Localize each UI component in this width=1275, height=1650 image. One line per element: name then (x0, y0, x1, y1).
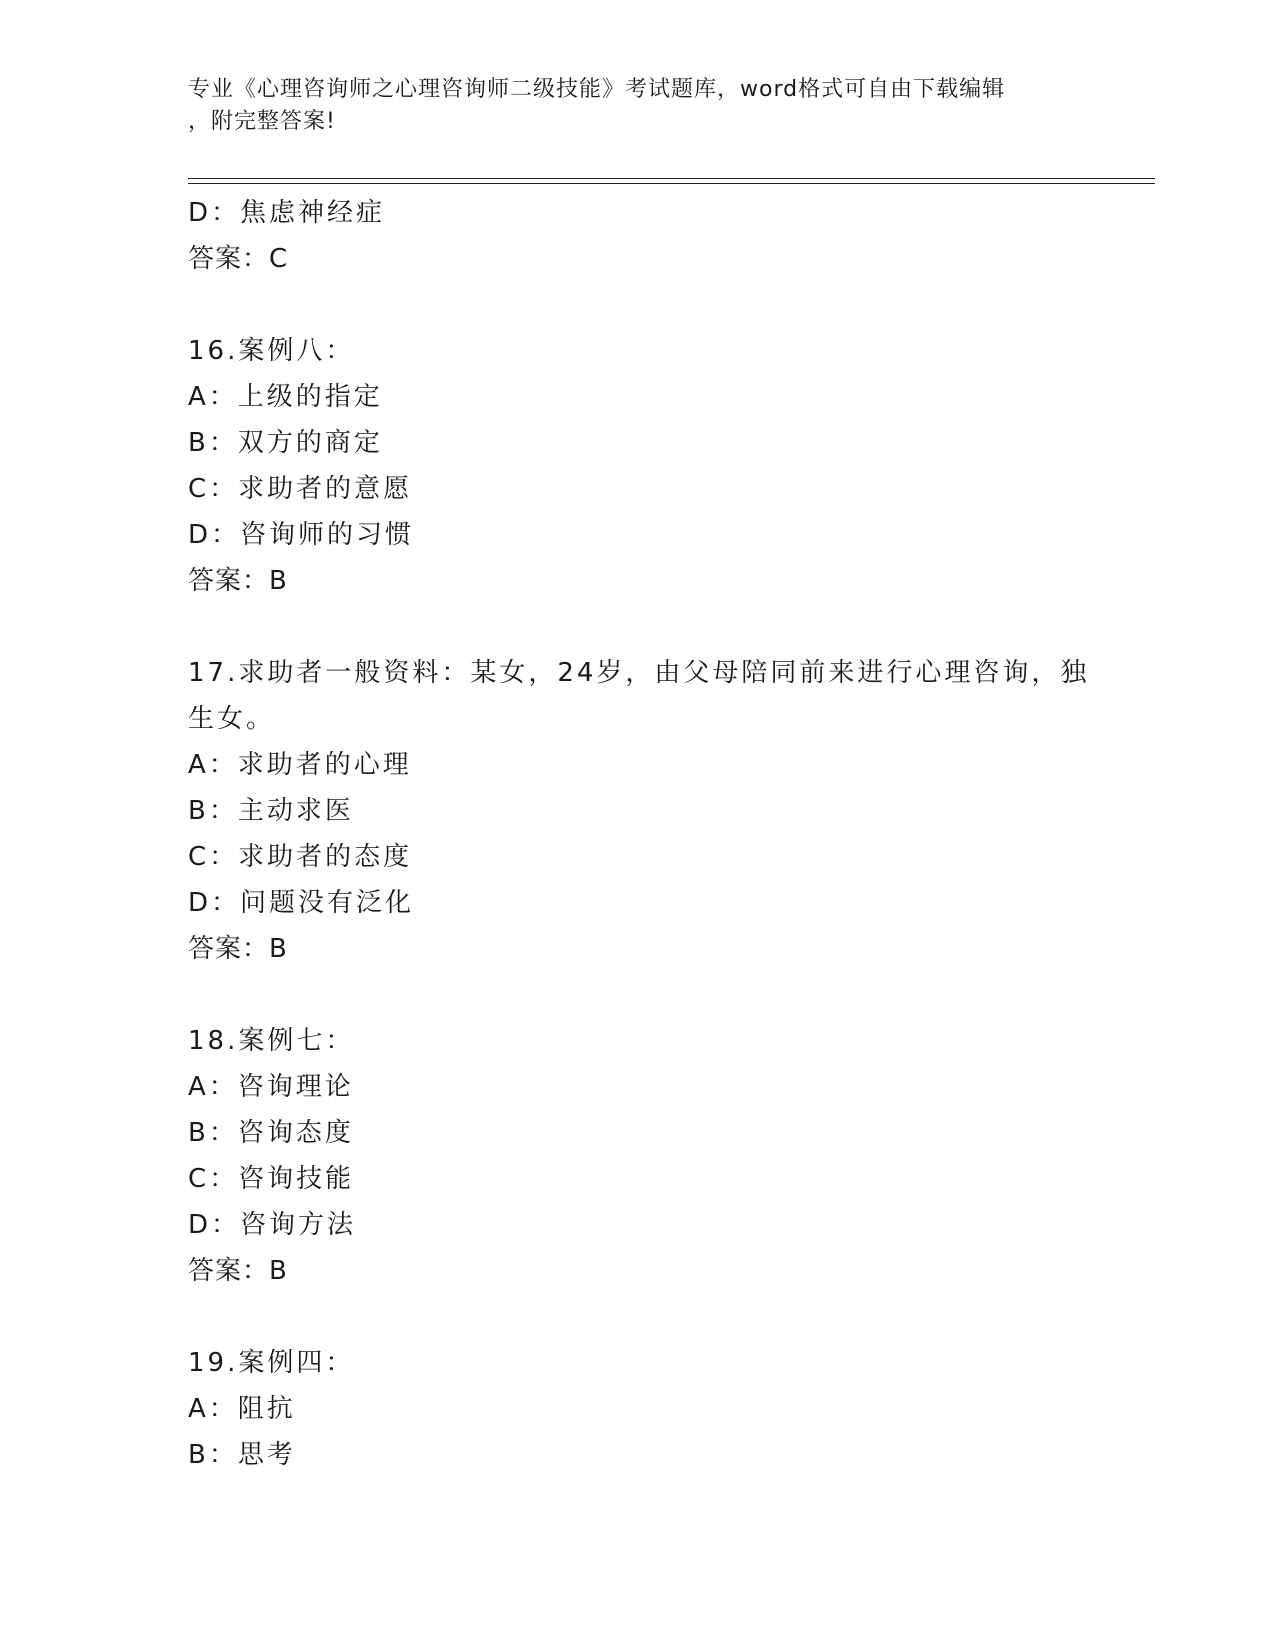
header-divider-top (188, 178, 1155, 179)
question-title-line-2: 生女。 (188, 704, 276, 734)
spacer (188, 282, 1088, 328)
option-d: D：咨询师的习惯 (188, 520, 415, 550)
option-d: D：问题没有泛化 (188, 888, 415, 918)
answer-line: 答案：C (188, 244, 289, 274)
header-divider-bottom (188, 183, 1155, 184)
option-d: D：焦虑神经症 (188, 198, 386, 228)
question-list (188, 190, 1088, 1478)
question-17 (188, 650, 1088, 972)
option-b: B：双方的商定 (188, 428, 383, 458)
option-a: A：求助者的心理 (188, 750, 412, 780)
spacer (188, 604, 1088, 650)
question-title: 18.案例七： (188, 1026, 355, 1056)
question-title-line-1: 17.求助者一般资料：某女，24岁，由父母陪同前来进行心理咨询，独 (188, 658, 1090, 688)
question-title: 16.案例八： (188, 336, 355, 366)
question-title: 19.案例四： (188, 1348, 355, 1378)
option-a: A：阻抗 (188, 1394, 296, 1424)
answer-line: 答案：B (188, 1256, 288, 1286)
option-a: A：上级的指定 (188, 382, 383, 412)
header-line-1: 专业《心理咨询师之心理咨询师二级技能》考试题库，word格式可自由下载编辑 (188, 77, 1006, 102)
option-c: C：咨询技能 (188, 1164, 355, 1194)
question-18 (188, 1018, 1088, 1294)
option-d: D：咨询方法 (188, 1210, 357, 1240)
header-line-2: ，附完整答案! (188, 109, 336, 134)
spacer (188, 972, 1088, 1018)
spacer (188, 1294, 1088, 1340)
option-c: C：求助者的态度 (188, 842, 413, 872)
option-a: A：咨询理论 (188, 1072, 354, 1102)
option-b: B：咨询态度 (188, 1118, 354, 1148)
answer-line: 答案：B (188, 566, 288, 596)
question-19 (188, 1340, 1088, 1478)
option-b: B：主动求医 (188, 796, 354, 826)
document-header (188, 74, 1088, 138)
option-c: C：求助者的意愿 (188, 474, 413, 504)
question-16 (188, 328, 1088, 604)
option-b: B：思考 (188, 1440, 296, 1470)
answer-line: 答案：B (188, 934, 288, 964)
